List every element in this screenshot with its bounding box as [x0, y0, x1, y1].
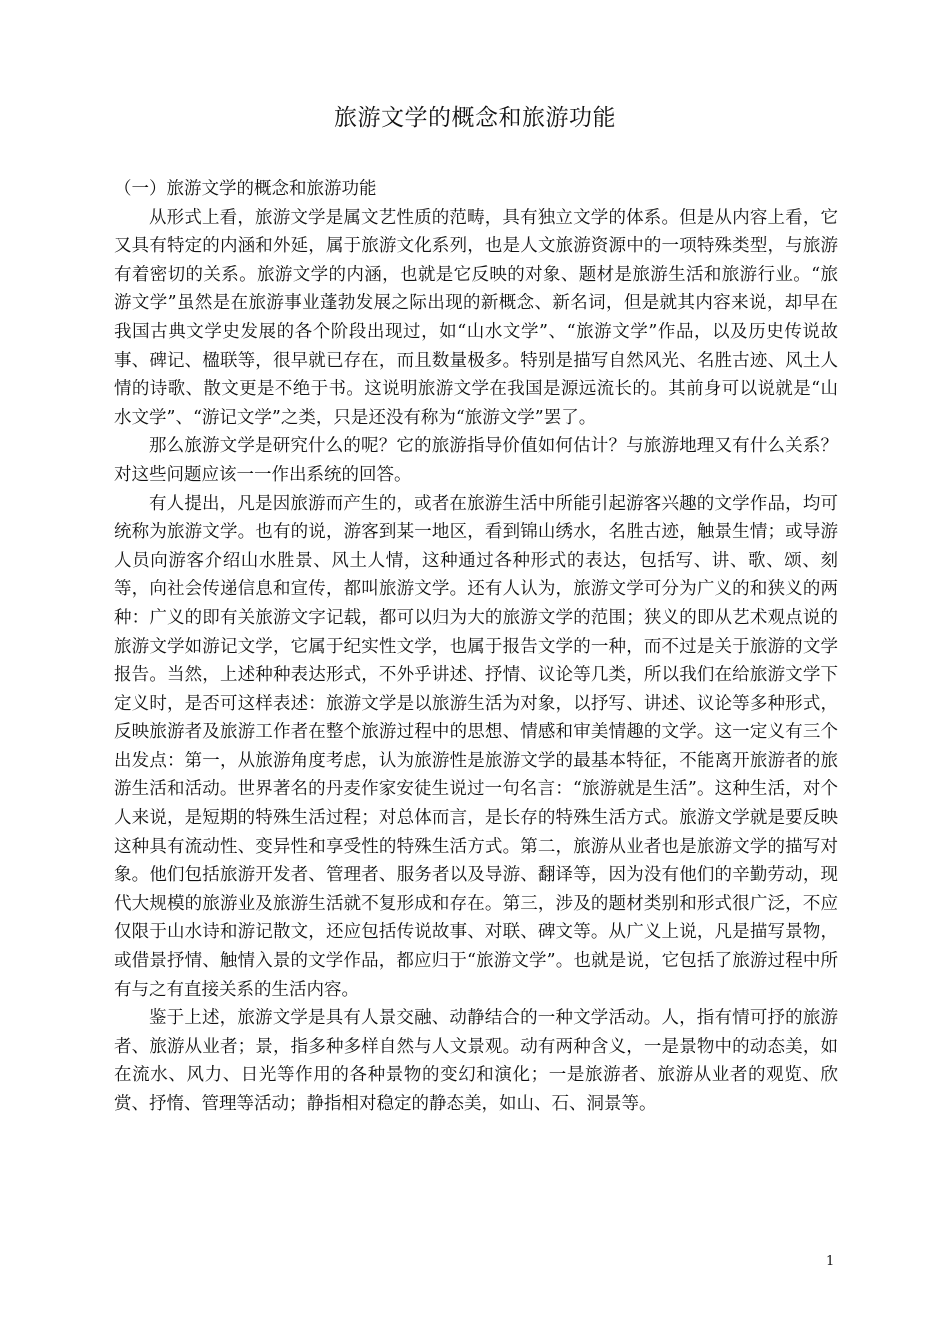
- document-title: 旅游文学的概念和旅游功能: [334, 105, 616, 131]
- paragraph-4: 鉴于上述，旅游文学是具有人景交融、动静结合的一种文学活动。人，指有情可抒的旅游者、旅游从业者；景，指多种多样自然与人文景观。动有两种含义，一是景物中的动态美，如在流水、风力、日光等作用的各种景物的变幻和演化；一是旅游者、旅游从业者的观览、欣赏、抒惰、管理等活动；静指相对稳定的静态美，如山、石、洞景等。: [114, 1008, 838, 1114]
- paragraph-3: 有人提出，凡是因旅游而产生的，或者在旅游生活中所能引起游客兴趣的文学作品，均可统称为旅游文学。也有的说，游客到某一地区，看到锦山绣水，名胜古迹，触景生情；或导游人员向游客介绍山水胜景、风土人情，这种通过各种形式的表达，包括写、讲、歌、颂、刻等，向社会传递信息和宣传，都叫旅游文学。还有人认为，旅游文学可分为广义的和狭义的两种：广义的即有关旅游文字记载，都可以归为大的旅游文学的范围；狭义的即从艺术观点说的旅游文学如游记文学，它属于纪实性文学，也属于报告文学的一种，而不过是关于旅游的文学报告。当然，上述种种表达形式，不外乎讲述、抒情、议论等几类，所以我们在给旅游文学下定义时，是否可这样表述：旅游文学是以旅游生活为对象，以抒写、讲述、议论等多种形式，反映旅游者及旅游工作者在整个旅游过程中的思想、情感和审美情趣的文学。这一定义有三个出发点：第一，从旅游角度考虑，认为旅游性是旅游文学的最基本特征，不能离开旅游者的旅游生活和活动。世界著名的丹麦作家安徒生说过一句名言：“旅游就是生活”。这种生活，对个人来说，是短期的特殊生活过程；对总体而言，是长存的特殊生活方式。旅游文学就是要反映这种具有流动性、变异性和享受性的特殊生活方式。第二，旅游从业者也是旅游文学的描写对象。他们包括旅游开发者、管理者、服务者以及导游、翻译等，因为没有他们的辛勤劳动，现代大规模的旅游业及旅游生活就不复形成和存在。第三，涉及的题材类别和形式很广泛，不应仅限于山水诗和游记散文，还应包括传说故事、对联、碑文等。从广义上说，凡是描写景物，或借景抒情、触情入景的文学作品，都应归于“旅游文学”。也就是说，它包括了旅游过程中所有与之有直接关系的生活内容。: [114, 493, 838, 1000]
- section-heading: （一）旅游文学的概念和旅游功能: [114, 179, 377, 199]
- paragraph-2: 那么旅游文学是研究什么的呢？它的旅游指导价值如何估计？与旅游地理又有什么关系？对这些问题应该一一作出系统的回答。: [114, 436, 838, 485]
- paragraph-1: 从形式上看，旅游文学是属文艺性质的范畴，具有独立文学的体系。但是从内容上看，它又具有特定的内涵和外延，属于旅游文化系列，也是人文旅游资源中的一项特殊类型，与旅游有着密切的关系。旅游文学的内涵，也就是它反映的对象、题材是旅游生活和旅游行业。“旅游文学”虽然是在旅游事业蓬勃发展之际出现的新概念、新名词，但是就其内容来说，却早在我国古典文学史发展的各个阶段出现过，如“山水文学”、“旅游文学”作品，以及历史传说故事、碑记、楹联等，很早就已存在，而且数量极多。特别是描写自然风光、名胜古迹、风土人情的诗歌、散文更是不绝于书。这说明旅游文学在我国是源远流长的。其前身可以说就是“山水文学”、“游记文学”之类，只是还没有称为“旅游文学”罢了。: [114, 207, 838, 428]
- document-body: [114, 175, 838, 1119]
- page-number: 1: [826, 1254, 835, 1269]
